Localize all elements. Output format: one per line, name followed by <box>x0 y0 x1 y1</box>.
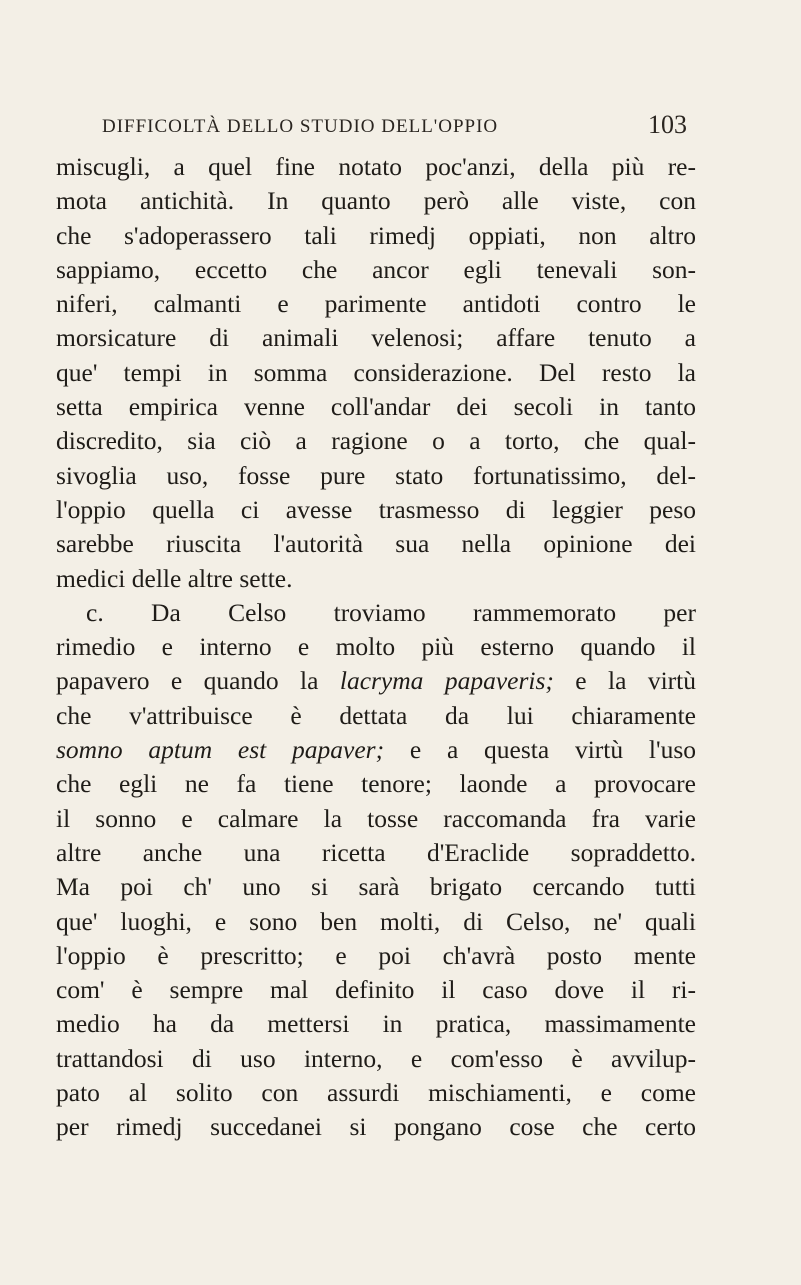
text-line: che egli ne fa tiene tenore; laonde a provocare <box>56 769 696 799</box>
text-line: che s'adoperassero tali rimedj oppiati, non altro <box>56 220 696 250</box>
text-line: setta empirica venne coll'andar dei secoli in tanto <box>56 392 696 422</box>
text-line: niferi, calmanti e parimente antidoti contro le <box>56 289 696 319</box>
text-line-with-italic <box>56 733 696 767</box>
roman-text: e la virtù <box>553 666 696 696</box>
body-text <box>56 150 696 1145</box>
text-line: trattandosi di uso interno, e com'esso è avvilup- <box>56 1043 696 1073</box>
running-head <box>102 110 687 146</box>
text-line: che v'attribuisce è dettata da lui chiaramente <box>56 700 696 730</box>
text-line: altre anche una ricetta d'Eraclide sopraddetto. <box>56 837 696 867</box>
text-line: l'oppio è prescritto; e poi ch'avrà posto mente <box>56 940 696 970</box>
text-line: pato al solito con assurdi mischiamenti, e come <box>56 1078 696 1108</box>
section-c-first-line: c. Da Celso troviamo rammemorato per <box>86 597 696 627</box>
text-line: morsicature di animali velenosi; affare tenuto a <box>56 323 696 353</box>
roman-text: e a questa virtù l'uso <box>384 735 696 765</box>
text-line: l'oppio quella ci avesse trasmesso di leggier peso <box>56 494 696 524</box>
text-line: com' è sempre mal definito il caso dove il ri- <box>56 975 696 1005</box>
text-line: medio ha da mettersi in pratica, massimamente <box>56 1009 696 1039</box>
text-line: que' luoghi, e sono ben molti, di Celso, ne' quali <box>56 906 696 936</box>
text-line: mota antichità. In quanto però alle viste, con <box>56 186 696 216</box>
text-line: sivoglia uso, fosse pure stato fortunatissimo, del- <box>56 460 696 490</box>
text-line-with-italic <box>56 664 696 698</box>
text-line: que' tempi in somma considerazione. Del resto la <box>56 357 696 387</box>
running-title: DIFFICOLTÀ DELLO STUDIO DELL'OPPIO <box>102 116 499 137</box>
text-line: il sonno e calmare la tosse raccomanda fra varie <box>56 803 696 833</box>
page-number: 103 <box>648 110 687 139</box>
text-line: sarebbe riuscita l'autorità sua nella opinione dei <box>56 529 696 559</box>
italic-latin-quote: lacryma papaveris; <box>339 666 554 696</box>
text-line: per rimedj succedanei si pongano cose che certo <box>56 1112 696 1142</box>
text-line: miscugli, a quel fine notato poc'anzi, della più re- <box>56 152 696 181</box>
paragraph-end-line: medici delle altre sette. <box>56 563 293 593</box>
text-line: sappiamo, eccetto che ancor egli tenevali son- <box>56 254 696 284</box>
text-line: Ma poi ch' uno si sarà brigato cercando tutti <box>56 872 696 902</box>
text-line: discredito, sia ciò a ragione o a torto, che qual- <box>56 426 696 456</box>
roman-text: papavero e quando la <box>56 666 340 696</box>
text-line: rimedio e interno e molto più esterno quando il <box>56 632 696 662</box>
italic-latin-quote: somno aptum est papaver; <box>56 735 385 765</box>
